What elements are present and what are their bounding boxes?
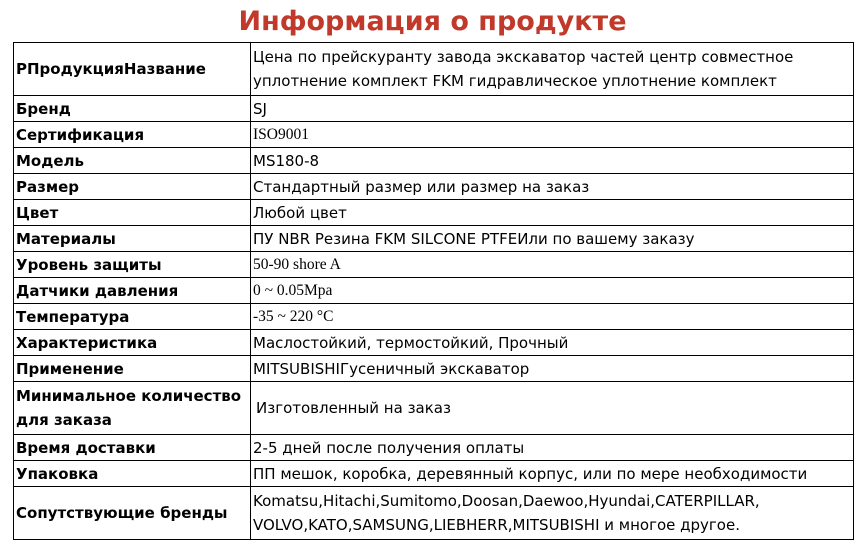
row-value-temperature: -35 ~ 220 °C — [251, 304, 854, 330]
row-value-color: Любой цвет — [251, 200, 854, 226]
table-row — [14, 461, 854, 487]
table-row — [14, 96, 854, 122]
row-value-product-name: Цена по прейскуранту завода экскаватор частей центр совместное уплотнение комплект FKM гидравлическое уплотнение комплект — [251, 43, 854, 96]
table-row — [14, 174, 854, 200]
row-value-characteristics: Маслостойкий, термостойкий, Прочный — [251, 330, 854, 356]
table-row — [14, 226, 854, 252]
row-label-size: Размер — [14, 174, 251, 200]
row-label-temperature: Температура — [14, 304, 251, 330]
table-row — [14, 356, 854, 382]
page-title: Информация о продукте — [238, 6, 627, 37]
row-label-protection-level: Уровень защиты — [14, 252, 251, 278]
row-value-size: Стандартный размер или размер на заказ — [251, 174, 854, 200]
row-value-materials: ПУ NBR Резина FKM SILCONE PTFEИли по вашему заказу — [251, 226, 854, 252]
row-value-brand: SJ — [251, 96, 854, 122]
product-info-table — [13, 42, 854, 540]
row-label-color: Цвет — [14, 200, 251, 226]
row-label-application: Применение — [14, 356, 251, 382]
table-row — [14, 278, 854, 304]
table-row — [14, 148, 854, 174]
row-value-protection-level: 50-90 shore A — [251, 252, 854, 278]
row-value-certification: ISO9001 — [251, 122, 854, 148]
row-label-characteristics: Характеристика — [14, 330, 251, 356]
row-value-pressure-sensors: 0 ~ 0.05Mpa — [251, 278, 854, 304]
row-value-application: MITSUBISHIГусеничный экскаватор — [251, 356, 854, 382]
table-row — [14, 200, 854, 226]
table-row — [14, 382, 854, 435]
row-label-delivery-time: Время доставки — [14, 435, 251, 461]
row-label-product-name: РПродукцияНазвание — [14, 43, 251, 96]
row-value-min-order: Изготовленный на заказ — [251, 382, 854, 435]
table-row — [14, 487, 854, 540]
row-value-delivery-time: 2-5 дней после получения оплаты — [251, 435, 854, 461]
row-label-pressure-sensors: Датчики давления — [14, 278, 251, 304]
row-label-model: Модель — [14, 148, 251, 174]
table-row — [14, 43, 854, 96]
table-row — [14, 304, 854, 330]
row-value-related-brands: Komatsu,Hitachi,Sumitomo,Doosan,Daewoo,Hyundai,CATERPILLAR, VOLVO,KATO,SAMSUNG,LIEBHERR,MITSUBISHI и многое другое. — [251, 487, 854, 540]
table-row — [14, 122, 854, 148]
row-value-model: MS180-8 — [251, 148, 854, 174]
table-row — [14, 330, 854, 356]
table-row — [14, 435, 854, 461]
row-label-packaging: Упаковка — [14, 461, 251, 487]
row-label-related-brands: Сопутствующие бренды — [14, 487, 251, 540]
row-value-packaging: ПП мешок, коробка, деревянный корпус, или по мере необходимости — [251, 461, 854, 487]
row-label-brand: Бренд — [14, 96, 251, 122]
row-label-materials: Материалы — [14, 226, 251, 252]
table-row — [14, 252, 854, 278]
row-label-certification: Сертификация — [14, 122, 251, 148]
row-label-min-order: Минимальное количество для заказа — [14, 382, 251, 435]
